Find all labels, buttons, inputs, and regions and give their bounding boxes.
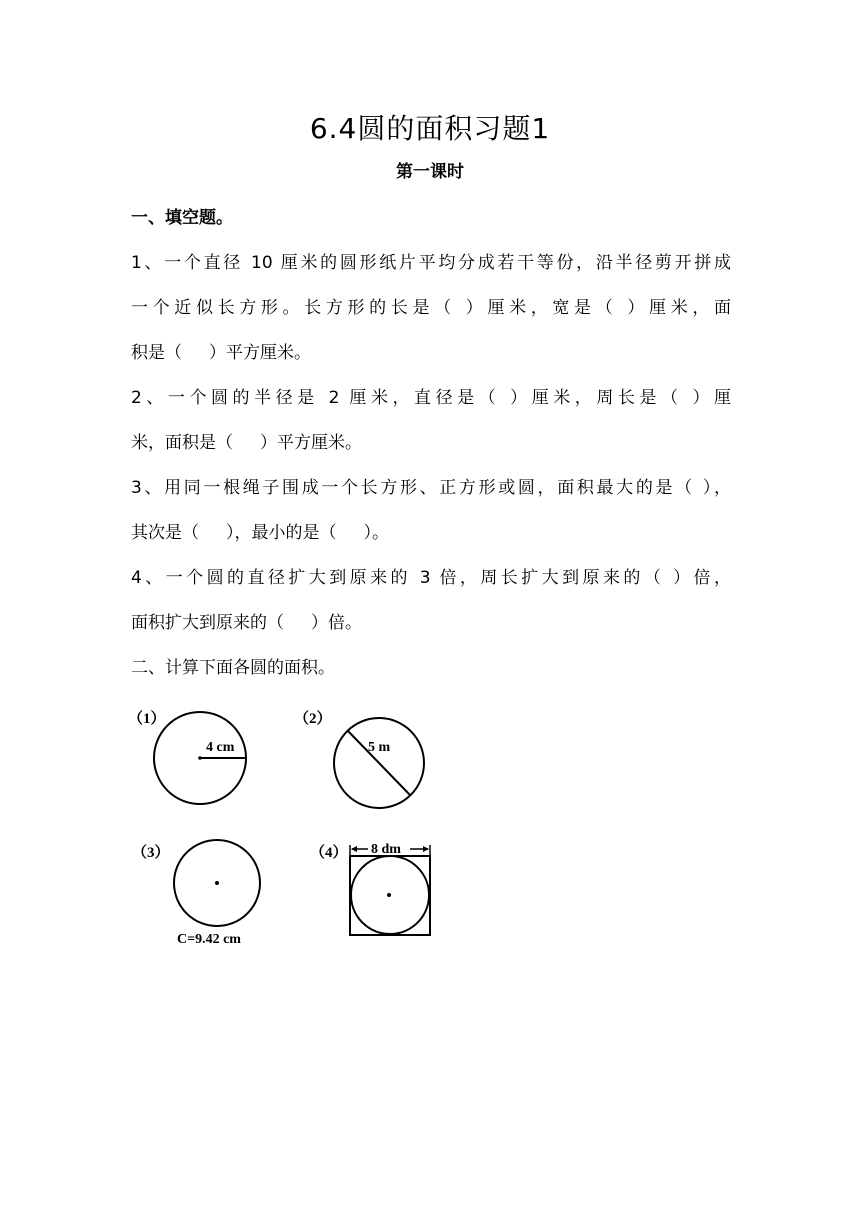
- page-title: 6.4圆的面积习题1: [309, 112, 551, 145]
- figure-2: [294, 709, 424, 808]
- question-line: 1、一个直径 10 厘米的圆形纸片平均分成若干等份，沿半径剪开拼成: [131, 253, 731, 273]
- section2-heading: 二、计算下面各圆的面积。: [131, 658, 335, 678]
- figure-2-label: 5 m: [368, 740, 391, 755]
- center-dot: [387, 893, 391, 897]
- arrow-left-icon: [351, 846, 357, 852]
- figure-4-number: （4）: [310, 845, 348, 861]
- figure-4: [310, 842, 430, 935]
- question-line: 其次是（ ），最小的是（ ）。: [131, 523, 390, 543]
- question-line: 3、用同一根绳子围成一个长方形、正方形或圆，面积最大的是（ ），: [131, 478, 731, 498]
- figure-1-label: 4 cm: [206, 740, 235, 755]
- question-line: 面积扩大到原来的（ ）倍。: [131, 613, 363, 633]
- page-subtitle: 第一课时: [396, 162, 464, 182]
- question-line: 米，面积是（ ）平方厘米。: [131, 433, 363, 453]
- figure-3-number: （3）: [132, 845, 170, 861]
- arrow-right-icon: [423, 846, 429, 852]
- question-line: 一个近似长方形。长方形的长是（ ）厘米，宽是（ ）厘米，面: [131, 298, 731, 318]
- section1-heading: 一、填空题。: [131, 208, 233, 228]
- question-line: 积是（ ）平方厘米。: [131, 343, 312, 363]
- figure-2-number: （2）: [294, 711, 332, 727]
- center-dot: [198, 756, 202, 760]
- center-dot: [215, 881, 219, 885]
- figure-3: [132, 840, 260, 947]
- question-line: 2、一个圆的半径是 2 厘米，直径是（ ）厘米，周长是（ ）厘: [131, 388, 731, 408]
- figure-3-label: C=9.42 cm: [177, 932, 241, 947]
- figure-1: [128, 709, 246, 804]
- figure-1-number: （1）: [128, 711, 166, 727]
- question-line: 4、一个圆的直径扩大到原来的 3 倍，周长扩大到原来的（ ）倍，: [131, 568, 731, 588]
- figure-4-label: 8 dm: [371, 842, 401, 857]
